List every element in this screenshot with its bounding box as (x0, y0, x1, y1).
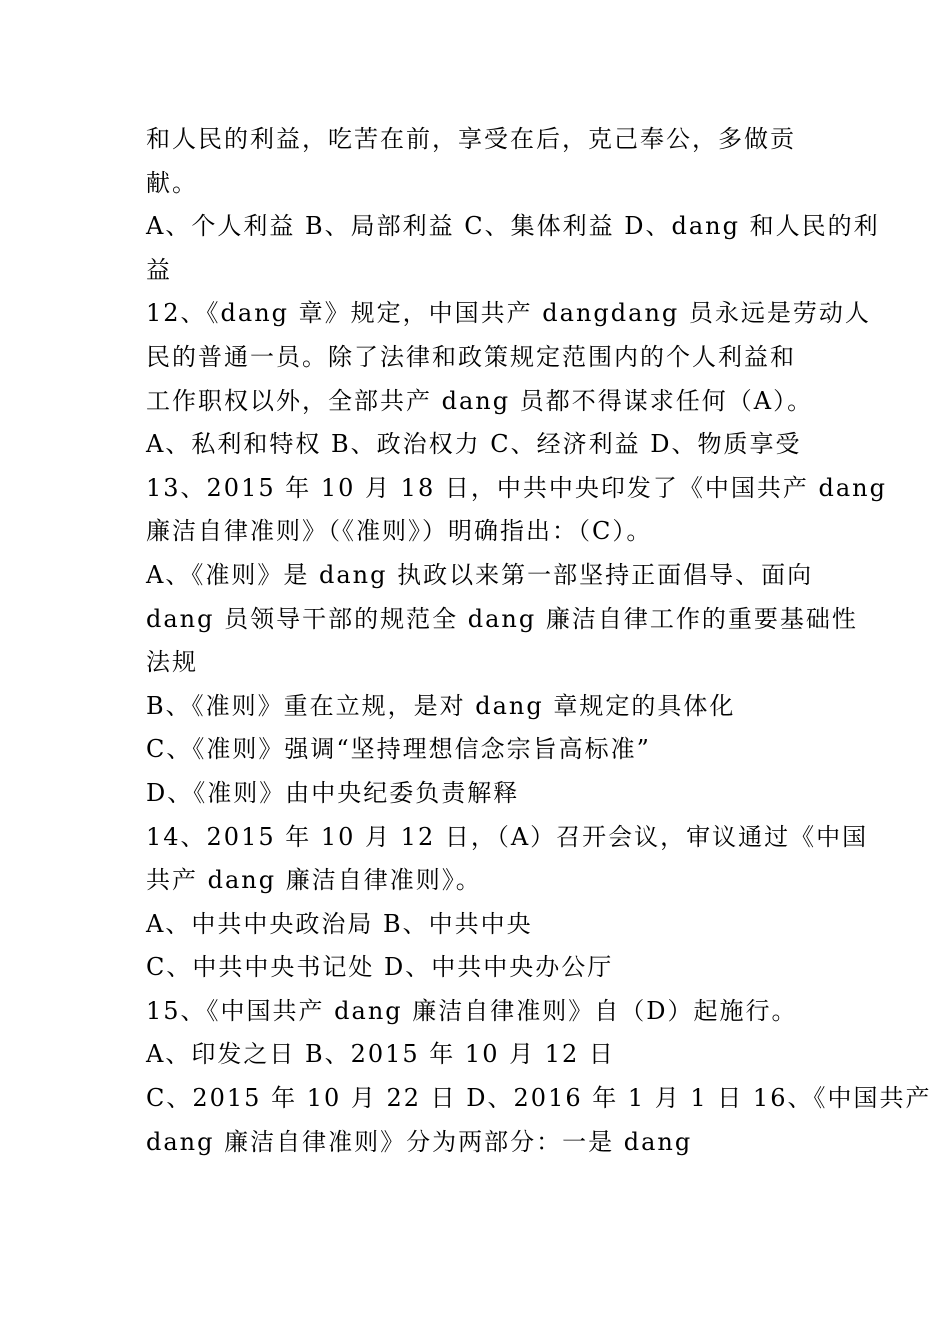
text-line: 和人民的利益，吃苦在前，享受在后，克己奉公，多做贡 (146, 125, 796, 153)
text-line: dang 廉洁自律准则》分为两部分：一是 dang (146, 1127, 693, 1156)
text-line: A、《准则》是 dang 执政以来第一部坚持正面倡导、面向 (146, 560, 814, 589)
question-15-line: 15、《中国共产 dang 廉洁自律准则》自（D）起施行。 (146, 996, 798, 1025)
question-13-line: 13、2015 年 10 月 18 日，中共中央印发了《中国共产 dang (146, 473, 887, 502)
text-line: A、个人利益 B、局部利益 C、集体利益 D、dang 和人民的利 (146, 212, 880, 241)
text-line: dang 员领导干部的规范全 dang 廉洁自律工作的重要基础性 (146, 604, 858, 633)
text-line: B、《准则》重在立规，是对 dang 章规定的具体化 (146, 691, 736, 720)
text-line: A、印发之日 B、2015 年 10 月 12 日 (146, 1040, 615, 1069)
text-line: 献。 (146, 168, 198, 197)
text-line: D、《准则》由中央纪委负责解释 (146, 778, 520, 807)
text-line: 工作职权以外，全部共产 dang 员都不得谋求任何（A）。 (146, 386, 814, 415)
text-line: 益 (146, 255, 172, 284)
text-line: 民的普通一员。除了法律和政策规定范围内的个人利益和 (146, 342, 796, 371)
text-line: C、中共中央书记处 D、中共中央办公厅 (146, 953, 614, 982)
text-line: A、中共中央政治局 B、中共中央 (146, 909, 533, 938)
text-line: 法规 (146, 648, 198, 677)
text-line: 廉洁自律准则》（《准则》）明确指出：（C）。 (146, 517, 653, 546)
document-body (146, 118, 932, 1164)
text-line: A、私利和特权 B、政治权力 C、经济利益 D、物质享受 (146, 430, 802, 459)
question-12-line: 12、《dang 章》规定，中国共产 dangdang 员永远是劳动人 (146, 299, 871, 328)
text-line: C、《准则》强调“坚持理想信念宗旨高标准” (146, 735, 651, 764)
text-line: C、2015 年 10 月 22 日 D、2016 年 1 月 1 日 16、《中国共产 (146, 1084, 932, 1113)
text-line: 共产 dang 廉洁自律准则》。 (146, 866, 482, 895)
question-14-line: 14、2015 年 10 月 12 日，（A）召开会议，审议通过《中国 (146, 822, 869, 851)
